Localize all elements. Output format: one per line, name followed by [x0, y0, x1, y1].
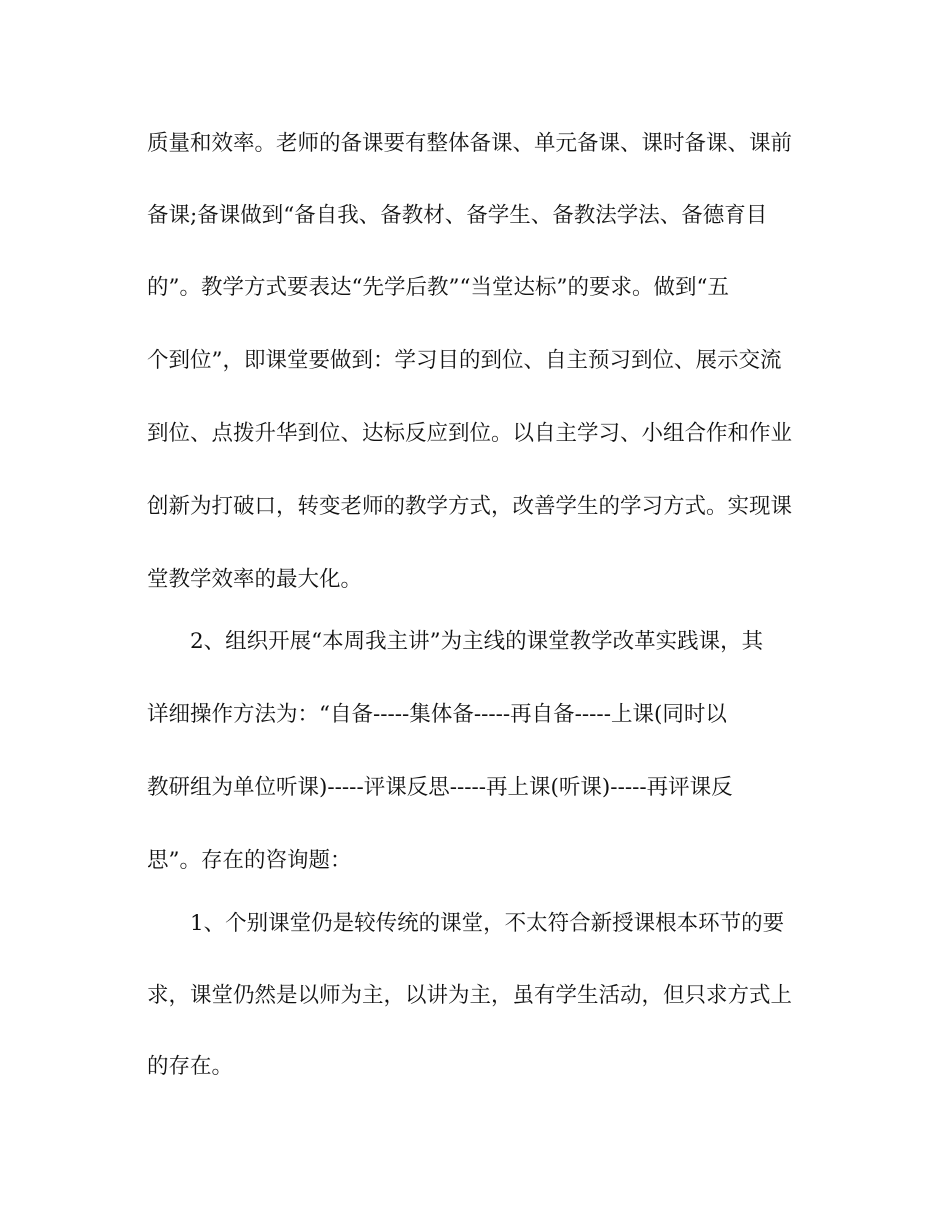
text-line-7: 堂教学效率的最大化。 [147, 567, 363, 592]
paragraph-3-line-3: 的存在。 [147, 1054, 234, 1079]
text-line-3: 的”。教学方式要表达“先学后教”“当堂达标”的要求。做到“五 [147, 275, 729, 300]
paragraph-2-line-2: 详细操作方法为：“自备-----集体备-----再自备-----上课(同时以 [147, 702, 727, 727]
paragraph-3-line-1: 1、个别课堂仍是较传统的课堂，不太符合新授课根本环节的要 [190, 911, 785, 936]
text-line-5: 到位、点拨升华到位、达标反应到位。以自主学习、小组合作和作业 [147, 421, 793, 446]
paragraph-2-line-4: 思”。存在的咨询题： [147, 848, 352, 873]
text-line-2: 备课;备课做到“备自我、备教材、备学生、备教法学法、备德育目 [147, 203, 768, 228]
text-line-4: 个到位”，即课堂要做到：学习目的到位、自主预习到位、展示交流 [147, 348, 782, 373]
text-line-1: 质量和效率。老师的备课要有整体备课、单元备课、课时备课、课前 [147, 131, 793, 156]
paragraph-2-line-3: 教研组为单位听课)-----评课反思-----再上课(听课)-----再评课反 [147, 775, 733, 800]
text-line-6: 创新为打破口，转变老师的教学方式，改善学生的学习方式。实现课 [147, 494, 793, 519]
paragraph-2-line-1: 2、组织开展“本周我主讲”为主线的课堂教学改革实践课，其 [190, 629, 764, 654]
paragraph-3-line-2: 求，课堂仍然是以师为主，以讲为主，虽有学生活动，但只求方式上 [147, 983, 793, 1008]
